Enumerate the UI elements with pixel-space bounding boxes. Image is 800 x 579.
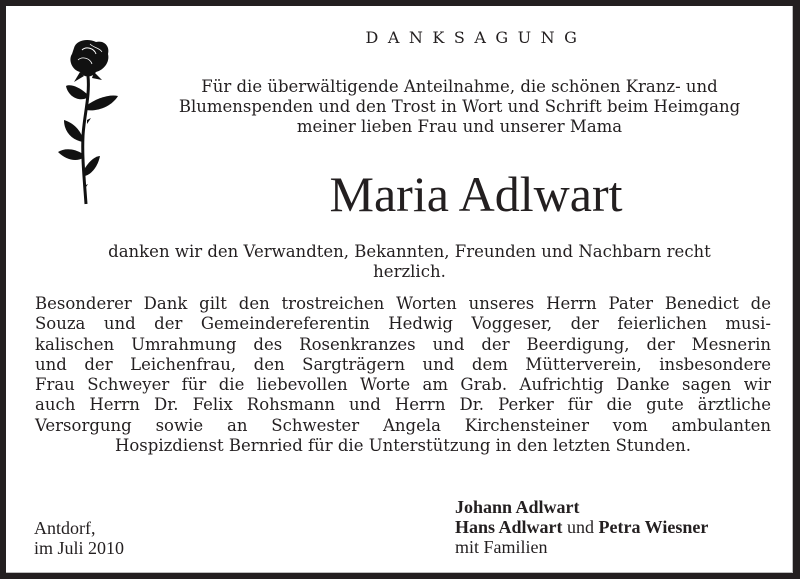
- body-paragraph: [35, 294, 771, 456]
- signature-families: mit Familien: [455, 537, 548, 557]
- rose-icon: [54, 36, 124, 208]
- intro-text: [126, 77, 793, 137]
- body-line: [35, 375, 771, 395]
- body-line: [35, 294, 771, 314]
- signature-petra: Petra Wiesner: [598, 517, 709, 537]
- intro-line: meiner lieben Frau und unserer Mama: [296, 117, 623, 136]
- body-line-text: auch Herrn Dr. Felix Rohsmann und Herrn Dr. Perker für die gute ärztliche: [35, 395, 771, 415]
- heading: DANKSAGUNG: [365, 28, 587, 47]
- body-line: [35, 314, 771, 334]
- place-date: [34, 518, 124, 558]
- date: im Juli 2010: [34, 538, 125, 558]
- place: Antdorf,: [34, 518, 96, 538]
- body-line: [35, 395, 771, 415]
- body-line-text: Versorgung sowie an Schwester Angela Kirchensteiner vom ambulanten: [35, 415, 771, 435]
- body-line: [35, 355, 771, 375]
- signature-line-2: [455, 517, 708, 537]
- body-line-text: und der Leichenfrau, den Sargträgern und dem Mütterverein, insbesondere: [35, 354, 771, 374]
- intro-line: Blumenspenden und den Trost in Wort und Schrift beim Heimgang: [178, 97, 741, 116]
- signature-hans: Hans Adlwart: [455, 517, 563, 537]
- intro-line: Für die überwältigende Anteilnahme, die schönen Kranz- und: [201, 77, 718, 96]
- body-line-last: [35, 436, 771, 456]
- thanks-text: [26, 242, 793, 282]
- signatures: [455, 497, 708, 557]
- notice-frame: [6, 6, 793, 573]
- body-line-text: Hospizdienst Bernried für die Unterstützung in den letzten Stunden.: [114, 436, 692, 456]
- signature-johann: Johann Adlwart: [455, 497, 580, 517]
- deceased-name: Maria Adlwart: [329, 166, 623, 222]
- signature-conjunction: und: [562, 517, 599, 537]
- body-line: [35, 335, 771, 355]
- thanks-line: danken wir den Verwandten, Bekannten, Freunden und Nachbarn recht: [108, 242, 711, 261]
- body-line-text: Souza und der Gemeindereferentin Hedwig Voggeser, der feierlichen musi-: [35, 314, 771, 334]
- thanks-line: herzlich.: [373, 262, 446, 281]
- body-line-text: Frau Schweyer für die liebevollen Worte am Grab. Aufrichtig Danke sagen wir: [35, 375, 771, 395]
- body-line-text: Besonderer Dank gilt den trostreichen Worten unseres Herrn Pater Benedict de: [35, 294, 771, 313]
- body-line-text: kalischen Umrahmung des Rosenkranzes und der Beerdigung, der Mesnerin: [35, 334, 771, 354]
- body-line: [35, 416, 771, 436]
